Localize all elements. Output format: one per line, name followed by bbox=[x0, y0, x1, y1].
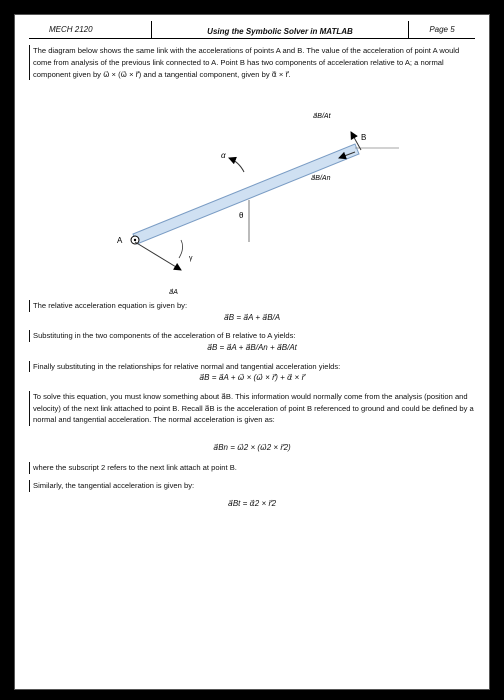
course-code: MECH 2120 bbox=[49, 24, 93, 34]
acceleration-a-arrow bbox=[135, 242, 181, 270]
equation-3: a⃗B = a⃗A + ω⃗ × (ω⃗ × r⃗) + α⃗ × r⃗ bbox=[199, 373, 305, 383]
document-title: Using the Symbolic Solver in MATLAB bbox=[151, 21, 409, 38]
label-aBAn: a⃗B/An bbox=[311, 175, 331, 183]
gamma-arc bbox=[179, 240, 183, 258]
section-text-4: To solve this equation, you must know something about a⃗B. This information would normally come from the analysis (position and velocity) of the next link attached to point B. Recall a⃗B is the acceleration of point B referenced to ground and could be defined by a normal and tangential acceleration. The normal acceleration is given as: bbox=[29, 391, 475, 426]
equation-4: a⃗Bn = ω⃗2 × (ω⃗2 × r⃗2) bbox=[213, 443, 291, 453]
section-text-2: Substituting in the two components of the acceleration of B relative to A yields: bbox=[29, 330, 475, 342]
alpha-arrow bbox=[229, 158, 244, 172]
equation-2: a⃗B = a⃗A + a⃗B/An + a⃗B/At bbox=[207, 343, 297, 353]
label-aBAt: a⃗B/At bbox=[313, 113, 331, 121]
equation-5: a⃗Bt = α⃗2 × r⃗2 bbox=[227, 498, 277, 508]
label-aA: a⃗A bbox=[169, 289, 178, 297]
label-alpha: α bbox=[221, 151, 226, 161]
equation-1: a⃗B = a⃗A + a⃗B/A bbox=[223, 313, 281, 323]
document-page bbox=[14, 14, 490, 690]
section-text-6: Similarly, the tangential acceleration is given by: bbox=[29, 480, 475, 492]
label-a: A bbox=[117, 236, 123, 246]
label-gamma: γ bbox=[189, 255, 193, 263]
page-number: Page 5 bbox=[429, 24, 455, 34]
section-text-1: The relative acceleration equation is given by: bbox=[29, 300, 475, 312]
label-theta: θ bbox=[239, 211, 244, 221]
section-text-3: Finally substituting in the relationships for relative normal and tangential acceleration yields: bbox=[29, 361, 475, 373]
label-b: B bbox=[361, 133, 367, 143]
page-header bbox=[29, 21, 475, 39]
link-diagram bbox=[29, 80, 477, 300]
intro-paragraph: The diagram below shows the same link with the accelerations of points A and B. The value of the acceleration of point A would come from analysis of the previous link connected to A. Point B has two components of acceleration relative to A; a normal component given by ω⃗ × (ω⃗ × r⃗) and a tangential component, given by α⃗ × r⃗. bbox=[29, 45, 475, 80]
link-bar bbox=[133, 144, 359, 244]
section-text-5: where the subscript 2 refers to the next link attach at point B. bbox=[29, 462, 475, 474]
equations-body bbox=[29, 300, 475, 510]
